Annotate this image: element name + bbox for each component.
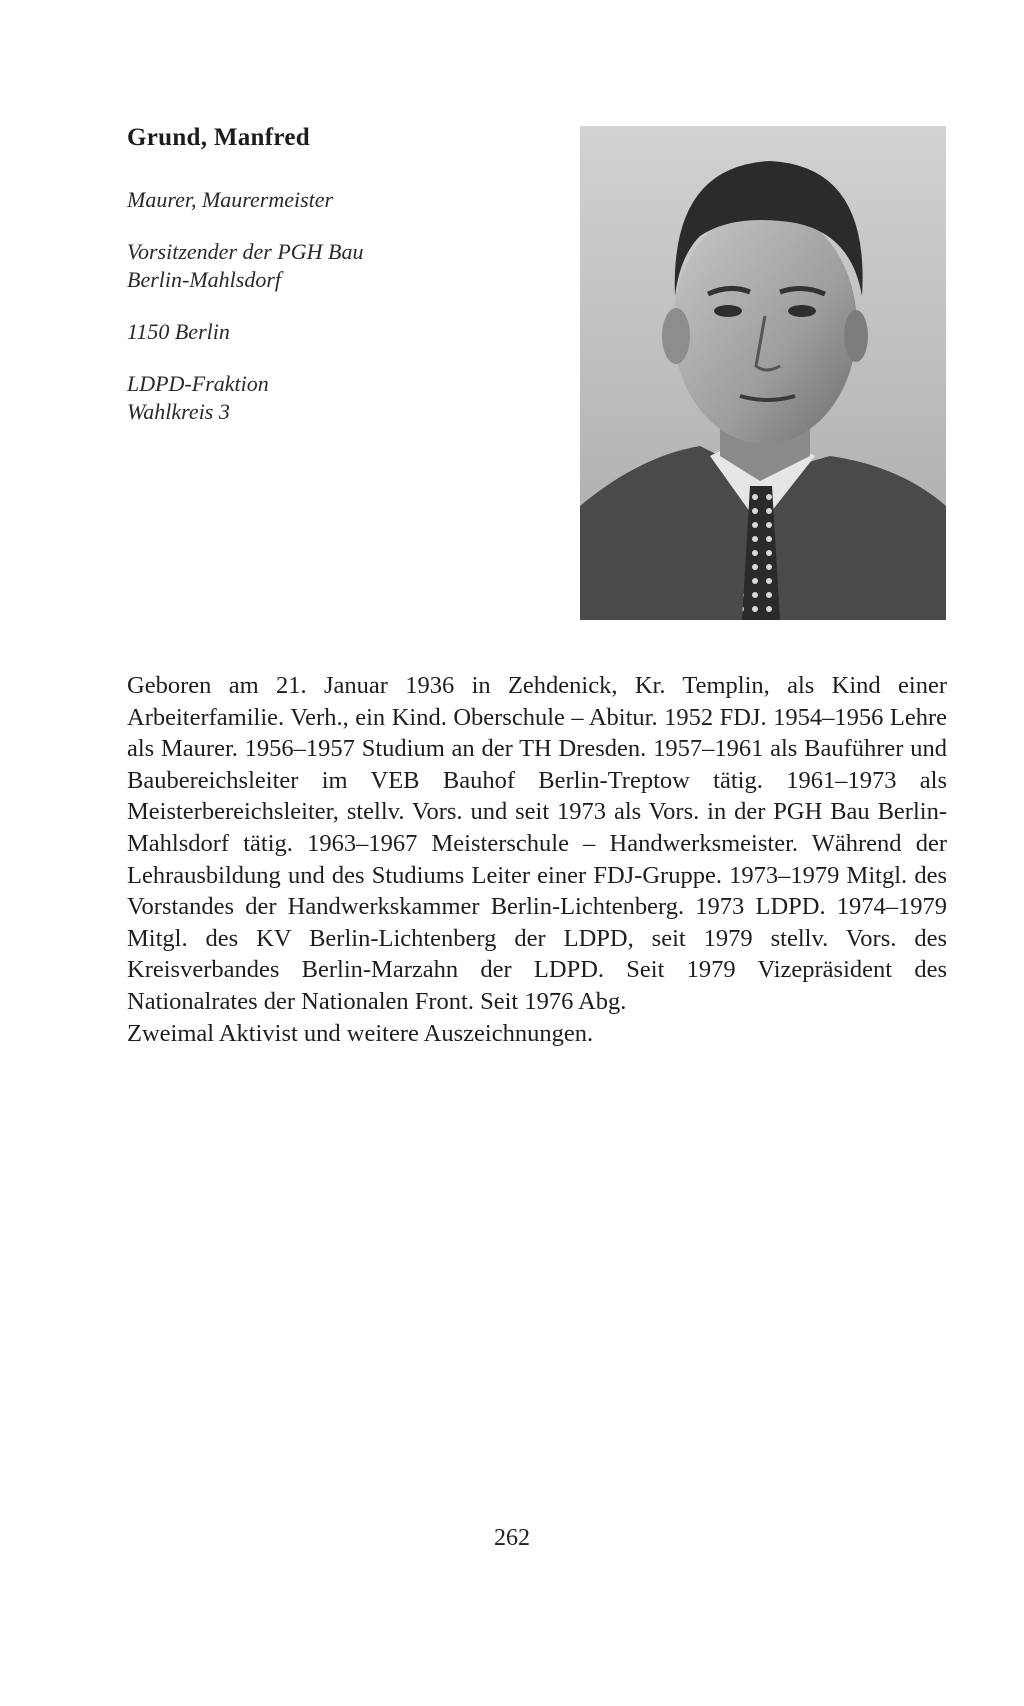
portrait-illustration <box>580 126 946 620</box>
person-details <box>127 186 557 450</box>
position-line-2: Berlin-Mahlsdorf <box>127 267 281 292</box>
faction-block <box>127 370 557 426</box>
occupation: Maurer, Maurermeister <box>127 187 334 212</box>
location: 1150 Berlin <box>127 319 230 344</box>
position-block <box>127 238 557 294</box>
biography <box>127 670 947 1049</box>
person-name: Grund, Manfred <box>127 124 310 151</box>
portrait-photo <box>580 126 946 620</box>
page-number: 262 <box>494 1525 530 1551</box>
faction: LDPD-Fraktion <box>127 371 269 396</box>
position-line-1: Vorsitzender der PGH Bau <box>127 239 364 264</box>
awards-text: Zweimal Aktivist und weitere Auszeichnungen. <box>127 1019 594 1047</box>
location-block <box>127 318 557 346</box>
occupation-block <box>127 186 557 214</box>
constituency: Wahlkreis 3 <box>127 399 230 424</box>
biography-text: Geboren am 21. Januar 1936 in Zehdenick, Kr. Templin, als Kind einer Arbeiterfamilie. Verh., ein Kind. Oberschule – Abitur. 1952 FDJ. 1954–1956 Lehre als Maurer. 1956–1957 Studium an der TH Dresden. 1957–1961 als Bauführer und Baubereichsleiter im VEB Bauhof Berlin-Treptow tätig. 1961–1973 als Meisterbereichsleiter, stellv. Vors. und seit 1973 als Vors. in der PGH Bau Berlin-Mahlsdorf tätig. 1963–1967 Meisterschule – Handwerksmeister. Während der Lehrausbildung und des Studiums Leiter einer FDJ-Gruppe. 1973–1979 Mitgl. des Vorstandes der Handwerkskammer Berlin-Lichtenberg. 1973 LDPD. 1974–1979 Mitgl. des KV Berlin-Lichtenberg der LDPD, seit 1979 stellv. Vors. des Kreisverbandes Berlin-Marzahn der LDPD. Seit 1979 Vizepräsident des Nationalrates der Nationalen Front. Seit 1976 Abg. <box>127 672 947 1015</box>
